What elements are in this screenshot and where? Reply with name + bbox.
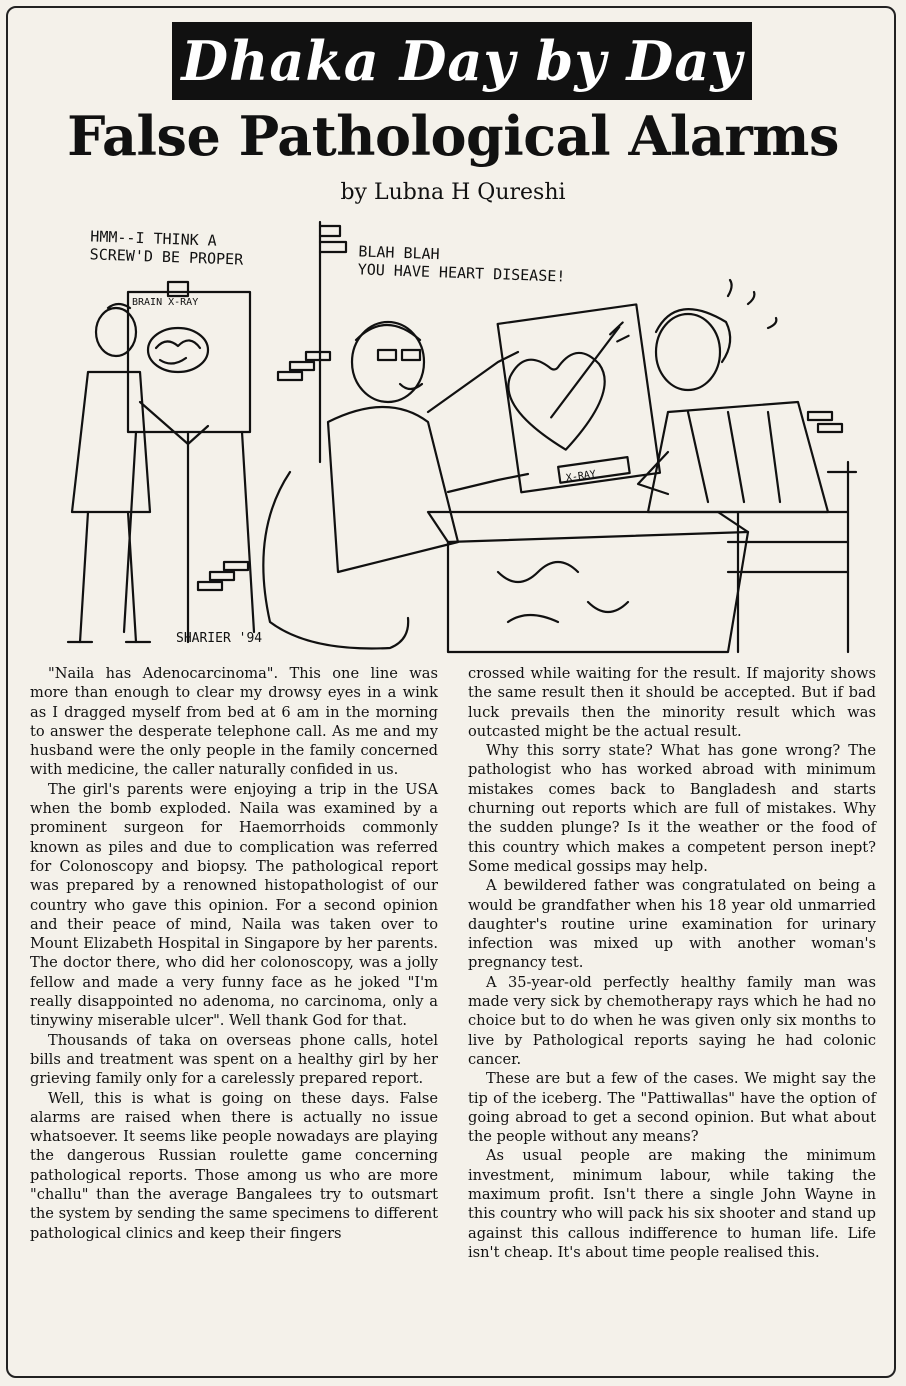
article-column-right	[468, 664, 876, 1262]
article-column-left	[30, 664, 438, 1243]
byline: by Lubna H Qureshi	[340, 180, 566, 205]
article-paragraph: Well, this is what is going on these days. False alarms are raised when there is actually no issue whatsoever. It seems like people nowadays are playing the dangerous Russian roulette game concerning pathological reports. Those among us who are more "challu" than the average Bangalees try to outsmart the system by sending the same specimens to different pathological clinics and keep their fingers	[30, 1089, 438, 1242]
article-paragraph: The girl's parents were enjoying a trip in the USA when the bomb exploded. Naila was examined by a prominent surgeon for Haemorrhoids commonly known as piles and due to complication was referred for Colonoscopy and biopsy. The pathological report was prepared by a renowned histopathologist of our country who gave this opinion. For a second opinion and their peace of mind, Naila was taken over to Mount Elizabeth Hospital in Singapore by her parents. The doctor there, who did her colonoscopy, was a jolly fellow and made a very funny face as he joked "I'm really disappointed no adenoma, no carcinoma, only a tinywiny miserable ulcer". Well thank God for that.	[30, 780, 438, 1030]
masthead-banner: Dhaka Day by Day	[172, 22, 752, 100]
speech-bubble-assistant: HMM--I THINK A SCREW'D BE PROPER	[89, 227, 244, 269]
article-paragraph: Why this sorry state? What has gone wrong? The pathologist who has worked abroad with minimum mistakes comes back to Bangladesh and starts churning out reports which are full of mistakes. Why the sudden plunge? Is it the weather or the food of this country which makes a competent person inept? Some medical gossips may help.	[468, 742, 876, 875]
speech-bubble-doctor: BLAH BLAH YOU HAVE HEART DISEASE!	[357, 242, 566, 286]
article-paragraph: Thousands of taka on overseas phone calls, hotel bills and treatment was spent on a healthy girl by her grieving family only for a carelessly prepared report.	[30, 1031, 438, 1088]
article-paragraph: These are but a few of the cases. We might say the tip of the iceberg. The "Pattiwallas" have the option of going abroad to get a second opinion. But what about the people without any means?	[468, 1070, 876, 1146]
article-paragraph: crossed while waiting for the result. If majority shows the same result then it should be accepted. But if bad luck prevails then the minority result which was outcasted might be the actual result.	[468, 665, 876, 740]
cartoonist-signature: SHARIER '94	[176, 631, 263, 646]
xray-label: X-RAY	[565, 468, 597, 485]
article-paragraph: As usual people are making the minimum investment, minimum labour, while taking the maximum profit. Isn't there a single John Wayne in this country who will pack his six shooter and stand up against this callous indifference to human life. Life isn't cheap. It's about time people realised this.	[468, 1147, 876, 1261]
board-label: BRAIN X-RAY	[132, 297, 199, 308]
cartoon-illustration	[28, 212, 868, 658]
article-paragraph: A 35-year-old perfectly healthy family man was made very sick by chemotherapy rays which he had no choice but to do when he was given only six months to live by Pathological reports saying he had colonic cancer.	[468, 973, 876, 1068]
article-paragraph: "Naila has Adenocarcinoma". This one line was more than enough to clear my drowsy eyes in a wink as I dragged myself from bed at 6 am in the morning to answer the desperate telephone call. As me and my husband were the only people in the family concerned with medicine, the caller naturally confided in us.	[30, 665, 438, 779]
headline: False Pathological Alarms	[67, 104, 839, 168]
article-paragraph: A bewildered father was congratulated on being a would be grandfather when his 18 year old unmarried daughter's routine urine examination for urinary infection was mixed up with another woman's pregnancy test.	[468, 877, 876, 972]
